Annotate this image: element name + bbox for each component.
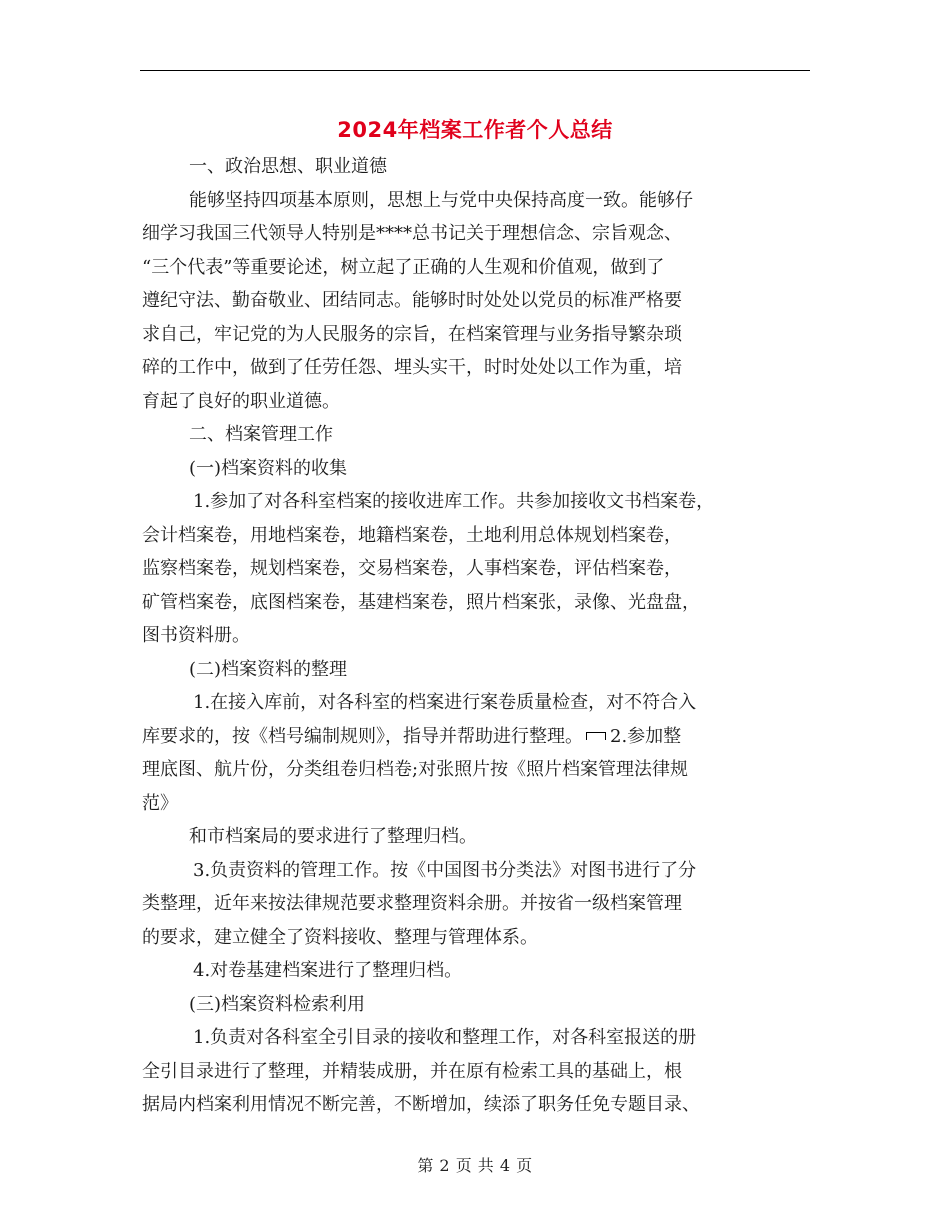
subsection-heading: (三)档案资料检索利用 xyxy=(189,993,366,1015)
section-heading: 二、档案管理工作 xyxy=(189,424,333,445)
document-body xyxy=(142,150,810,1122)
body-line: 理底图、航片份，分类组卷归档卷;对张照片按《照片档案管理法律规 xyxy=(142,759,689,780)
header-rule xyxy=(140,70,810,71)
body-line: 3.负责资料的管理工作。按《中国图书分类法》对图书进行了分 xyxy=(193,859,697,881)
body-line xyxy=(142,720,810,754)
page-number: 第 2 页 共 4 页 xyxy=(417,1156,533,1175)
body-line: 图书资料册。 xyxy=(142,625,250,646)
body-line-part: 库要求的，按《档号编制规则》，指导并帮助进行整理。 xyxy=(142,725,583,747)
body-line: 监察档案卷，规划档案卷，交易档案卷，人事档案卷，评估档案卷， xyxy=(142,558,682,579)
body-line: 类整理，近年来按法律规范要求整理资料余册。并按省一级档案管理 xyxy=(142,893,682,914)
body-line: 矿管档案卷，底图档案卷，基建档案卷，照片档案张，录像、光盘盘， xyxy=(142,591,700,613)
document-title: 2024年档案工作者个人总结 xyxy=(337,118,613,142)
body-line: 据局内档案利用情况不断完善，不断增加，续添了职务任免专题目录、 xyxy=(142,1094,700,1115)
body-line: 能够坚持四项基本原则，思想上与党中央保持高度一致。能够仔 xyxy=(189,189,693,211)
body-line: 求自己，牢记党的为人民服务的宗旨，在档案管理与业务指导繁杂琐 xyxy=(142,323,682,345)
body-line: 细学习我国三代领导人特别是****总书记关于理想信念、宗旨观念、 xyxy=(142,223,682,244)
section-heading: 一、政治思想、职业道德 xyxy=(189,156,387,177)
body-line: 的要求，建立健全了资料接收、整理与管理体系。 xyxy=(142,926,538,948)
body-line: 1.参加了对各科室档案的接收进库工作。共参加接收文书档案卷， xyxy=(193,491,715,512)
body-line: 会计档案卷，用地档案卷，地籍档案卷，土地利用总体规划档案卷， xyxy=(142,524,682,546)
body-line: 遵纪守法、勤奋敬业、团结同志。能够时时处处以党员的标准严格要 xyxy=(142,290,682,311)
body-line: 1.负责对各科室全引目录的接收和整理工作，对各科室报送的册 xyxy=(193,1027,697,1048)
body-line: 全引目录进行了整理，并精装成册，并在原有检索工具的基础上，根 xyxy=(142,1060,682,1082)
body-line-part: 2.参加整 xyxy=(610,725,682,747)
body-line: 和市档案局的要求进行了整理归档。 xyxy=(189,826,477,847)
body-line: 碎的工作中，做到了任劳任怨、埋头实干，时时处处以工作为重，培 xyxy=(142,357,682,378)
body-line: 范》 xyxy=(142,792,178,814)
body-line: “三个代表”等重要论述，树立起了正确的人生观和价值观，做到了 xyxy=(142,256,665,278)
body-line: 育起了良好的职业道德。 xyxy=(142,390,340,412)
body-line: 1.在接入库前，对各科室的档案进行案卷质量检查，对不符合入 xyxy=(193,692,697,713)
bracket-mark-icon xyxy=(586,732,606,740)
subsection-heading: (一)档案资料的收集 xyxy=(189,457,348,479)
body-line: 4.对卷基建档案进行了整理归档。 xyxy=(193,960,463,981)
subsection-heading: (二)档案资料的整理 xyxy=(189,658,348,680)
